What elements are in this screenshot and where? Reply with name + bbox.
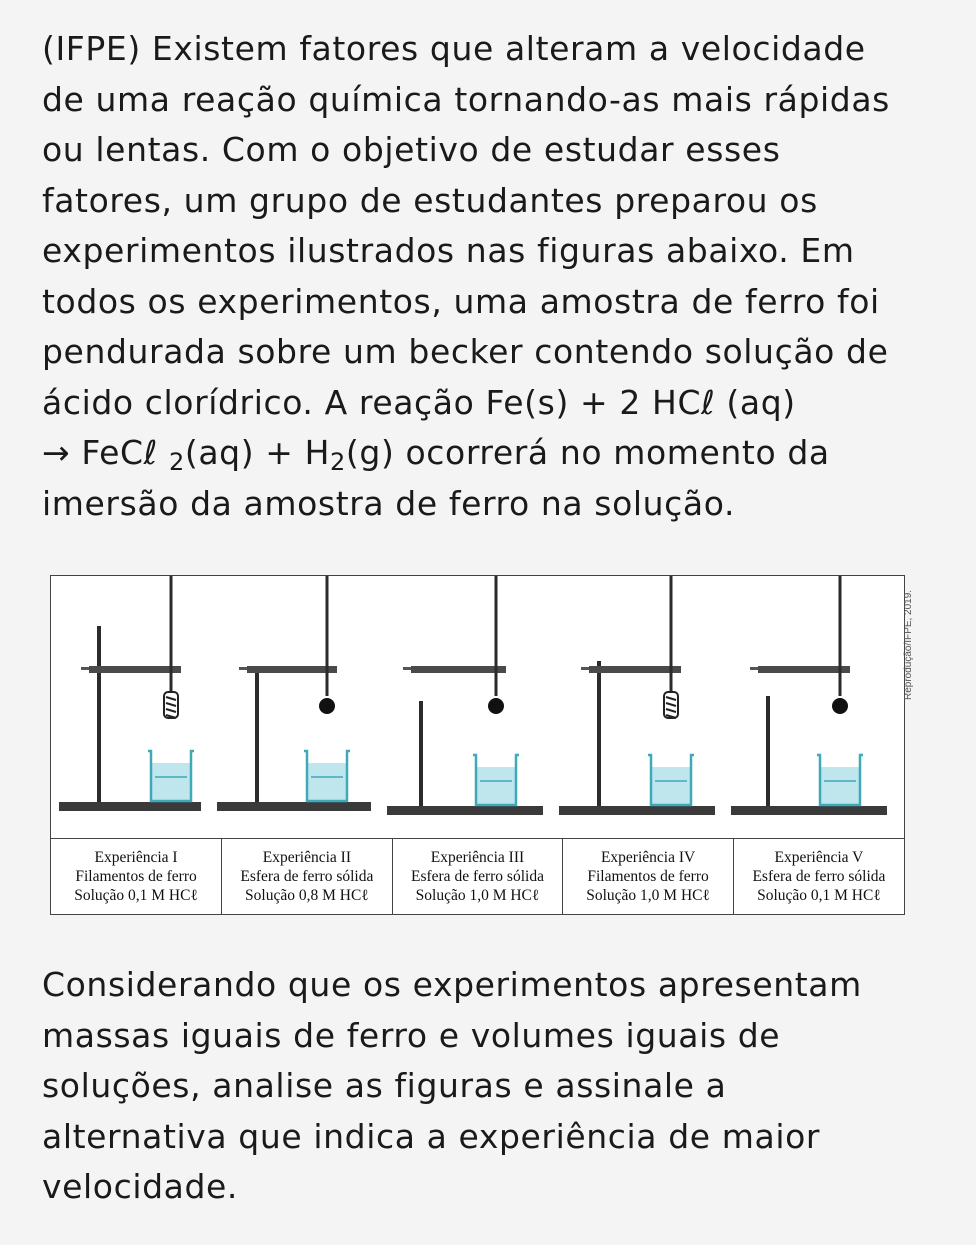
stand-base: [559, 806, 715, 815]
hanging-rod: [839, 576, 842, 696]
subscript: 2: [330, 448, 346, 476]
stand-base: [731, 806, 887, 815]
acid-solution: [151, 763, 191, 801]
equation-part: (aq) + H: [184, 433, 331, 472]
clamp-arm: [589, 666, 681, 673]
experiment-name: Experiência IV: [600, 849, 696, 866]
figure-credit: Reprodução/IFPE, 2019.: [903, 589, 914, 700]
intro-line: de uma reação química tornando-as mais rápidas: [42, 79, 890, 119]
subscript: 2: [169, 448, 185, 476]
experiment-sample: Filamentos de ferro: [75, 868, 197, 885]
apparatus-5: [731, 576, 887, 815]
clamp-screw: [750, 667, 758, 670]
clamp-arm: [411, 666, 506, 673]
clamp-arm: [758, 666, 850, 673]
experiment-name: Experiência II: [262, 849, 351, 866]
hanging-rod: [670, 576, 673, 696]
experiment-caption-cell: [392, 839, 563, 915]
apparatus-2: [217, 576, 371, 811]
iron-sphere-sample: [832, 698, 848, 714]
question-line: alternativa que indica a experiência de maior: [42, 1116, 821, 1156]
question-line: velocidade.: [42, 1167, 239, 1206]
stand-rod: [97, 626, 101, 802]
stand-rod: [597, 661, 601, 806]
stand-rod: [255, 671, 259, 802]
stand-base: [387, 806, 543, 815]
experiment-caption-cell: [733, 839, 904, 915]
question-intro-text: [42, 24, 942, 529]
equation-part: → FeCℓ: [42, 433, 158, 472]
experiment-solution: Solução 0,1 M HCℓ: [74, 887, 198, 904]
experiment-sample: Esfera de ferro sólida: [752, 868, 886, 885]
apparatus-illustration: [51, 576, 904, 838]
experiment-name: Experiência III: [430, 849, 525, 866]
stand-base: [217, 802, 371, 811]
experiment-sample: Filamentos de ferro: [587, 868, 709, 885]
stand-rod: [419, 701, 423, 806]
experiment-name: Experiência V: [774, 849, 864, 866]
clamp-arm: [89, 666, 181, 673]
clamp-arm: [247, 666, 337, 673]
intro-line: imersão da amostra de ferro na solução.: [42, 483, 736, 523]
hanging-rod: [495, 576, 498, 696]
intro-line: todos os experimentos, uma amostra de ferro foi: [42, 281, 880, 321]
experiment-solution: Solução 1,0 M HCℓ: [415, 887, 540, 904]
experiments-caption-table: [51, 838, 904, 914]
stand-rod: [766, 696, 770, 806]
experiment-name: Experiência I: [94, 849, 178, 866]
stand-base: [59, 802, 201, 811]
intro-line: (IFPE) Existem fatores que alteram a velocidade: [42, 29, 866, 68]
intro-line: ou lentas. Com o objetivo de estudar esses: [42, 130, 781, 169]
intro-line: fatores, um grupo de estudantes preparou os: [42, 180, 818, 220]
experiment-sample: Esfera de ferro sólida: [240, 868, 374, 885]
clamp-screw: [581, 667, 589, 670]
acid-solution: [307, 763, 347, 801]
intro-line: pendurada sobre um becker contendo solução de: [42, 332, 889, 371]
acid-solution: [820, 767, 860, 805]
iron-sphere-sample: [488, 698, 504, 714]
clamp-screw: [81, 667, 89, 670]
question-line: soluções, analise as figuras e assinale a: [42, 1066, 727, 1105]
experiment-caption-cell: [51, 839, 222, 915]
clamp-screw: [239, 667, 247, 670]
question-line: massas iguais de ferro e volumes iguais de: [42, 1015, 781, 1055]
apparatus-4: [559, 576, 715, 815]
experiment-caption-cell: [563, 839, 734, 915]
hanging-rod: [170, 576, 173, 696]
clamp-screw: [403, 667, 411, 670]
apparatus-1: [59, 576, 201, 811]
apparatus-3: [387, 576, 543, 815]
question-prompt-text: [42, 960, 942, 1213]
experiment-solution: Solução 1,0 M HCℓ: [586, 887, 710, 904]
experiment-solution: Solução 0,1 M HCℓ: [757, 887, 881, 904]
question-line: Considerando que os experimentos apresentam: [42, 965, 862, 1004]
acid-solution: [476, 767, 516, 805]
iron-sphere-sample: [319, 698, 335, 714]
reaction-equation-line: [42, 428, 942, 479]
equation-part: (g) ocorrerá no momento da: [345, 433, 830, 472]
hanging-rod: [326, 576, 329, 696]
experiment-caption-cell: [222, 839, 393, 915]
intro-line: ácido clorídrico. A reação Fe(s) + 2 HCℓ (aq): [42, 382, 796, 422]
experiment-sample: Esfera de ferro sólida: [410, 868, 544, 885]
experiments-figure: [50, 575, 905, 915]
acid-solution: [651, 767, 691, 805]
intro-line: experimentos ilustrados nas figuras abaixo. Em: [42, 231, 855, 270]
experiment-solution: Solução 0,8 M HCℓ: [245, 887, 369, 904]
